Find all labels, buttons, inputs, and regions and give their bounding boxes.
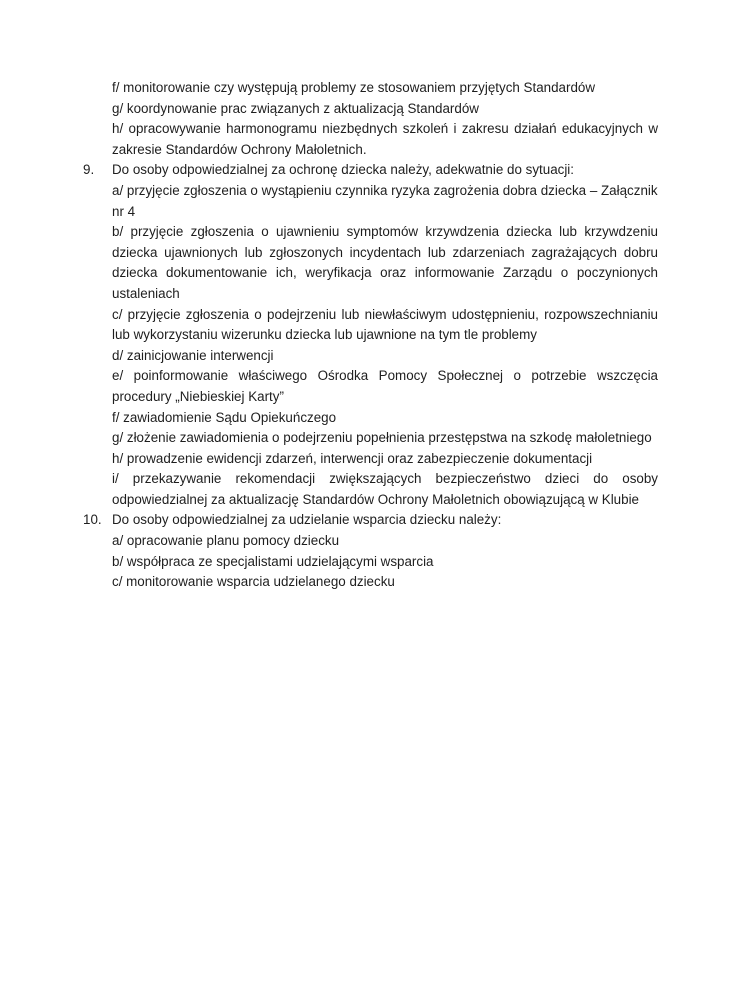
document-body: [83, 78, 658, 593]
section-10-item-b: b/ współpraca ze specjalistami udzielającymi wsparcia: [112, 553, 434, 569]
section-9-item-d: d/ zainicjowanie interwencji: [112, 347, 274, 363]
section-10: [83, 510, 658, 531]
section-10-item-c: c/ monitorowanie wsparcia udzielanego dziecku: [112, 574, 395, 590]
section-9-item-h: h/ prowadzenie ewidencji zdarzeń, interwencji oraz zabezpieczenie dokumentacji: [112, 450, 593, 466]
intro-item-f: f/ monitorowanie czy występują problemy ze stosowaniem przyjętych Standardów: [112, 80, 596, 95]
section-9-item-f: f/ zawiadomienie Sądu Opiekuńczego: [112, 409, 337, 425]
section-9-number: 9.: [83, 162, 95, 178]
section-10-heading: Do osoby odpowiedzialnej za udzielanie wsparcia dziecku należy:: [112, 512, 502, 528]
intro-item-g: g/ koordynowanie prac związanych z aktualizacją Standardów: [112, 100, 479, 116]
intro-item-h: h/ opracowywanie harmonogramu niezbędnych szkoleń i zakresu działań edukacyjnych w zakresie Standardów Ochrony Małoletnich.: [112, 121, 658, 157]
section-9-heading: Do osoby odpowiedzialnej za ochronę dziecka należy, adekwatnie do sytuacji:: [112, 162, 575, 178]
section-9-item-g: g/ złożenie zawiadomienia o podejrzeniu popełnienia przestępstwa na szkodę małoletniego: [112, 430, 652, 446]
section-9-item-c: c/ przyjęcie zgłoszenia o podejrzeniu lub niewłaściwym udostępnieniu, rozpowszechnianiu lub wykorzystaniu wizerunku dziecka lub ujawnione na tym tle problemy: [112, 306, 658, 343]
section-9-item-i: i/ przekazywanie rekomendacji zwiększających bezpieczeństwo dzieci do osoby odpowiedzialnej za aktualizację Standardów Ochrony Małoletnich obowiązującą w Klubie: [112, 471, 658, 507]
section-10-item-a: a/ opracowanie planu pomocy dziecku: [112, 533, 340, 549]
section-9: [83, 160, 658, 181]
section-9-item-e: e/ poinformowanie właściwego Ośrodka Pomocy Społecznej o potrzebie wszczęcia procedury „Niebieskiej Karty”: [112, 368, 658, 404]
section-10-number: 10.: [83, 512, 102, 528]
section-9-item-a: a/ przyjęcie zgłoszenia o wystąpieniu czynnika ryzyka zagrożenia dobra dziecka – Załącznik nr 4: [112, 182, 658, 219]
section-9-item-b: b/ przyjęcie zgłoszenia o ujawnieniu symptomów krzywdzenia dziecka lub krzywdzeniu dziecka ujawnionych lub zgłoszonych incydentach lub zdarzeniach zagrażających dobru dziecka dokumentowanie ich, weryfikacja oraz informowanie Zarządu o poczynionych ustaleniach: [112, 224, 658, 301]
